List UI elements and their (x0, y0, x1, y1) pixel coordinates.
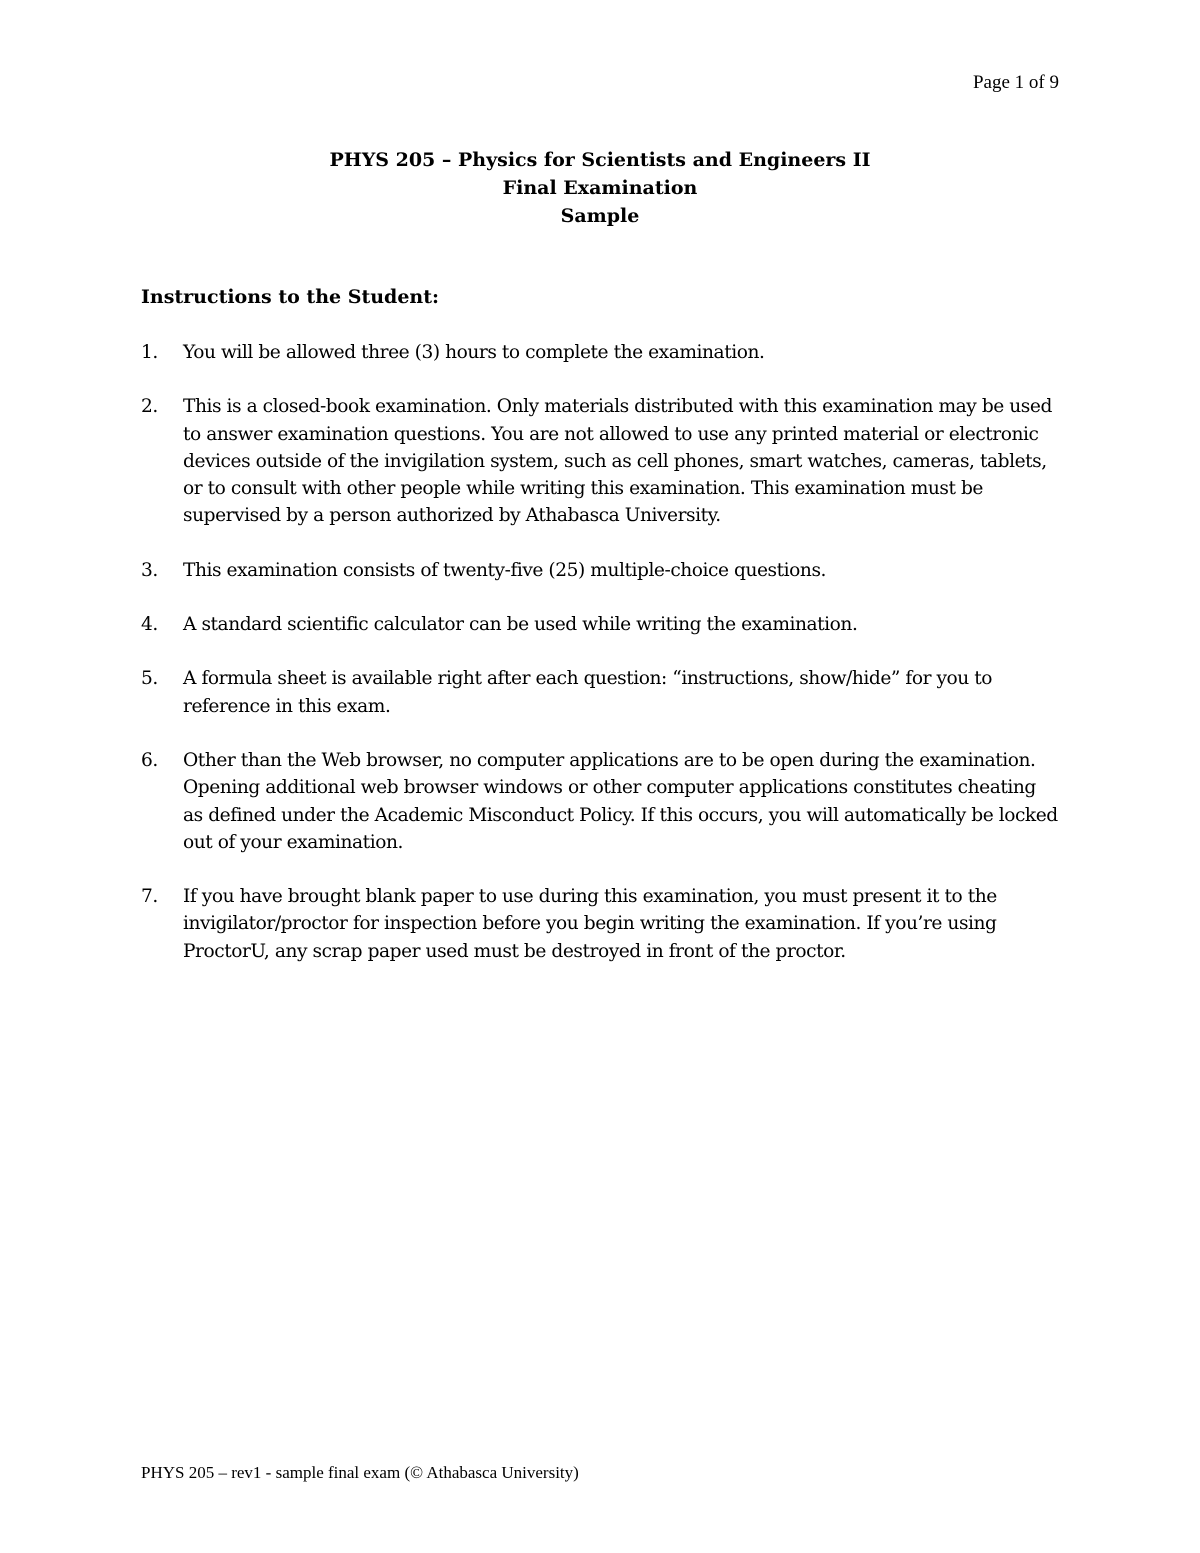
instruction-text: If you have brought blank paper to use during this examination, you must present it to the invigilator/proctor for inspection before you begin writing the examination. If you’re using ProctorU, any scrap paper used must be destroyed in front of the proctor. (183, 886, 997, 962)
instruction-item (141, 611, 1061, 638)
instruction-item (141, 393, 1061, 529)
page-footer: PHYS 205 – rev1 - sample final exam (© Athabasca University) (141, 1463, 579, 1482)
instruction-number: 4. (141, 614, 158, 636)
instructions-list (141, 339, 1061, 992)
instruction-text: A standard scientific calculator can be used while writing the examination. (183, 614, 858, 636)
instructions-heading: Instructions to the Student: (141, 286, 440, 308)
instruction-item (141, 557, 1061, 584)
exam-kind: Sample (560, 205, 640, 227)
page-number: Page 1 of 9 (972, 72, 1059, 93)
instruction-number: 1. (141, 342, 158, 363)
instruction-number: 5. (141, 668, 158, 690)
instruction-text: Other than the Web browser, no computer applications are to be open during the examination. Opening additional web browser windows or other computer applications constitutes cheating as defined under the Academic Misconduct Policy. If this occurs, you will automatically be locked out of your examination. (183, 749, 1058, 853)
instruction-text: A formula sheet is available right after each question: “instructions, show/hide” for you to reference in this exam. (183, 668, 993, 717)
instruction-text: This is a closed-book examination. Only materials distributed with this examination may be used to answer examination questions. You are not allowed to use any printed material or electronic devices outside of the invigilation system, such as cell phones, smart watches, cameras, tablets, or to consult with other people while writing this examination. This examination must be supervised by a person authorized by Athabasca University. (183, 396, 1052, 527)
instruction-item (141, 747, 1061, 856)
instruction-number: 2. (141, 396, 158, 418)
instruction-item (141, 339, 1061, 366)
title-block (0, 146, 1200, 230)
instruction-item (141, 883, 1061, 965)
instruction-number: 7. (141, 886, 158, 908)
exam-title: Final Examination (502, 177, 698, 199)
instruction-number: 6. (141, 749, 158, 771)
course-title: PHYS 205 – Physics for Scientists and Engineers II (329, 149, 871, 171)
instruction-number: 3. (141, 559, 158, 581)
instruction-text: You will be allowed three (3) hours to complete the examination. (183, 342, 765, 363)
instruction-text: This examination consists of twenty-five (25) multiple-choice questions. (183, 559, 826, 581)
instruction-item (141, 665, 1061, 720)
